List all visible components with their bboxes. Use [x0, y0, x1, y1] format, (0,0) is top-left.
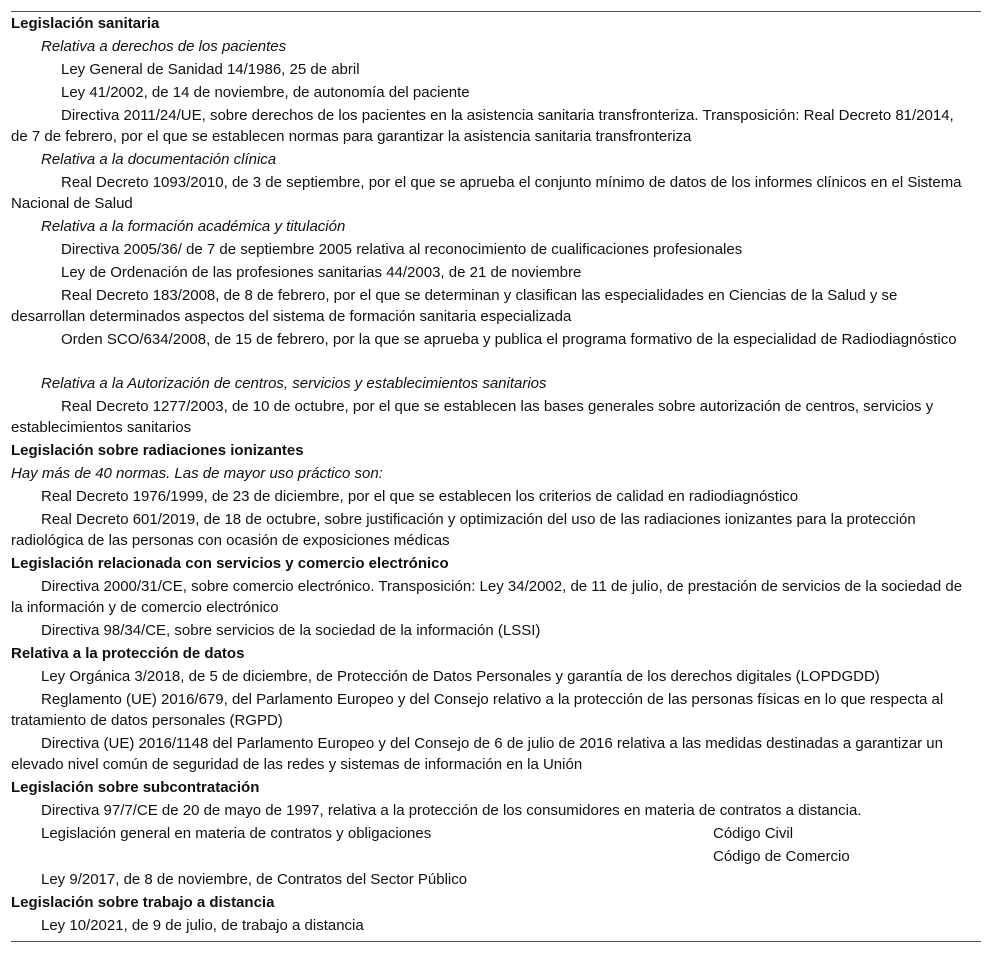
list-item: Reglamento (UE) 2016/679, del Parlamento Europeo y del Consejo relativo a la protección de las personas físicas en lo que respecta al tratamiento de datos personales (RGPD) — [11, 691, 944, 729]
list-item: Real Decreto 183/2008, de 8 de febrero, por el que se determinan y clasifican las especialidades en Ciencias de la Salud y se desarrollan determinados aspectos del sistema de formación sanitaria especializada — [11, 287, 898, 325]
list-item: Real Decreto 1093/2010, de 3 de septiembre, por el que se aprueba el conjunto mínimo de datos de los informes clínicos en el Sistema Nacional de Salud — [11, 174, 962, 212]
list-item: Directiva 2005/36/ de 7 de septiembre 2005 relativa al reconocimiento de cualificaciones profesionales — [61, 241, 743, 258]
list-item: Real Decreto 1976/1999, de 23 de diciembre, por el que se establecen los criterios de calidad en radiodiagnóstico — [41, 488, 799, 505]
list-item: Legislación general en materia de contratos y obligaciones — [41, 825, 432, 842]
list-item: Ley Orgánica 3/2018, de 5 de diciembre, de Protección de Datos Personales y garantía de los derechos digitales (LOPDGDD) — [41, 668, 880, 685]
list-item: Directiva 97/7/CE de 20 de mayo de 1997, relativa a la protección de los consumidores en materia de contratos a distancia. — [41, 802, 862, 819]
list-item: Ley 41/2002, de 14 de noviembre, de autonomía del paciente — [61, 84, 470, 101]
section-heading-subcontratacion: Legislación sobre subcontratación — [11, 779, 260, 796]
list-item: Ley General de Sanidad 14/1986, 25 de abril — [61, 61, 360, 78]
section-heading-radiaciones: Legislación sobre radiaciones ionizantes — [11, 442, 304, 459]
list-item: Orden SCO/634/2008, de 15 de febrero, por la que se aprueba y publica el programa formativo de la especialidad de Radiodiagnóstico — [61, 331, 957, 348]
section-heading-datos: Relativa a la protección de datos — [11, 645, 245, 662]
subsection-title: Relativa a derechos de los pacientes — [41, 38, 287, 55]
list-item: Directiva (UE) 2016/1148 del Parlamento Europeo y del Consejo de 6 de julio de 2016 relativa a las medidas destinadas a garantizar un elevado nivel común de seguridad de las redes y sistemas de información en la Unión — [11, 735, 943, 773]
subsection-title: Relativa a la Autorización de centros, servicios y establecimientos sanitarios — [41, 375, 547, 392]
section-heading-sanitaria: Legislación sanitaria — [11, 15, 160, 32]
subsection-title: Relativa a la formación académica y titulación — [41, 218, 346, 235]
related-law: Código de Comercio — [713, 848, 850, 865]
list-item: Directiva 2011/24/UE, sobre derechos de los pacientes en la asistencia sanitaria transfronteriza. Transposición: Real Decreto 81/2014, de 7 de febrero, por el que se establecen normas para garantizar la asistencia sanitaria transfronteriza — [11, 107, 954, 145]
list-item: Ley 10/2021, de 9 de julio, de trabajo a distancia — [41, 917, 364, 934]
legislation-table — [11, 11, 981, 942]
related-law: Código Civil — [713, 825, 794, 842]
section-note: Hay más de 40 normas. Las de mayor uso práctico son: — [11, 465, 383, 482]
list-item: Real Decreto 601/2019, de 18 de octubre, sobre justificación y optimización del uso de las radiaciones ionizantes para la protección radiológica de las personas con ocasión de exposiciones médicas — [11, 511, 916, 549]
section-heading-teletrabajo: Legislación sobre trabajo a distancia — [11, 894, 275, 911]
list-item: Ley de Ordenación de las profesiones sanitarias 44/2003, de 21 de noviembre — [61, 264, 582, 281]
list-item: Ley 9/2017, de 8 de noviembre, de Contratos del Sector Público — [41, 871, 468, 888]
list-item: Directiva 2000/31/CE, sobre comercio electrónico. Transposición: Ley 34/2002, de 11 de julio, de prestación de servicios de la sociedad de la información y de comercio electrónico — [11, 578, 963, 616]
subsection-title: Relativa a la documentación clínica — [41, 151, 277, 168]
list-item: Directiva 98/34/CE, sobre servicios de la sociedad de la información (LSSI) — [41, 622, 541, 639]
list-item: Real Decreto 1277/2003, de 10 de octubre, por el que se establecen las bases generales sobre autorización de centros, servicios y establecimientos sanitarios — [11, 398, 934, 436]
section-heading-comercio: Legislación relacionada con servicios y comercio electrónico — [11, 555, 449, 572]
